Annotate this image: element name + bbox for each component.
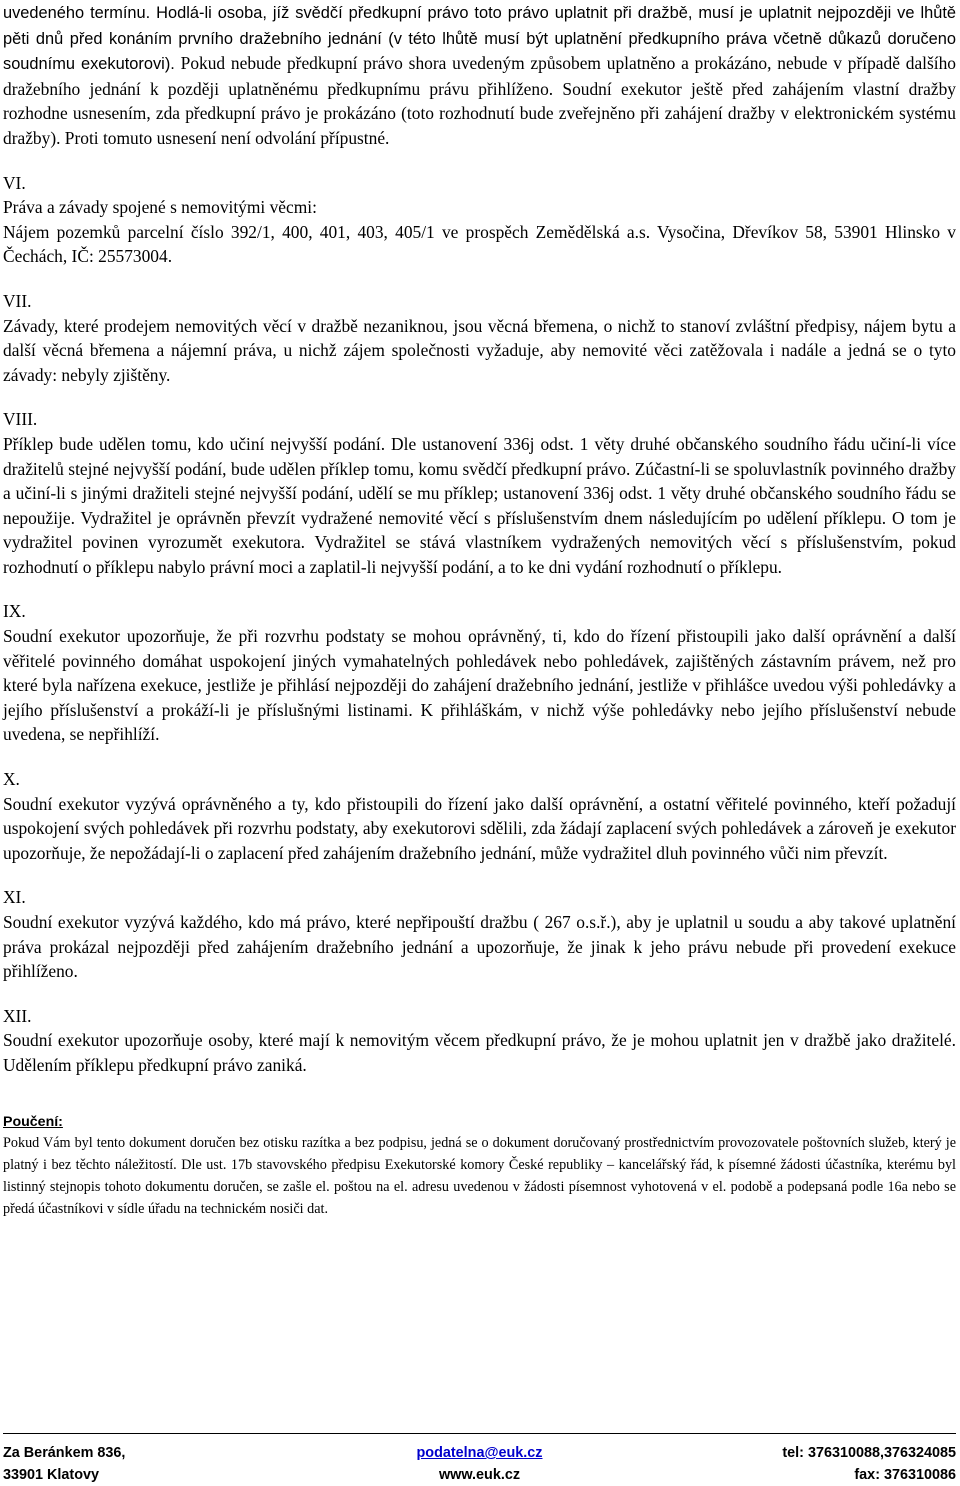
section-vi-title: Práva a závady spojené s nemovitými věcmi: [3, 197, 317, 218]
footer-web-link[interactable]: www.euk.cz [438, 1467, 521, 1483]
paragraph-predkupni-pravo [3, 0, 956, 151]
footer-address-street: Za Beránkem 836, [3, 1445, 126, 1461]
section-ix-text: Soudní exekutor upozorňuje, že při rozvrhu podstaty se mohou oprávněný, ti, kdo do řízení přistoupili jako další oprávnění a další věřitelé povinného domáhat uspokojení jiných vymahatelných pohledávek nebo pohledávek, zajištěných zástavním právem, než pro které byla nařízena exekuce, jestliže je přihlásí nejpozději do zahájení dražebního jednání, jestliže v přihlášce uvedou výši pohledávky a jejího příslušenství a prokáží-li je příslušnými listinami. K přihláškám, v nichž výše pohledávky nebo jejího příslušenství nebude uvedena, se nepřihlíží. [3, 626, 956, 745]
footer-email-link[interactable]: podatelna@euk.cz [416, 1445, 543, 1461]
section-vii-number: VII. [3, 290, 32, 311]
pouceni-text: Pokud Vám byl tento dokument doručen bez otisku razítka a bez podpisu, jedná se o dokument doručovaný prostřednictvím provozovatele poštovních služeb, který je platný i bez těchto náležitostí. Dle ust. 17b stavovského předpisu Exekutorské komory České republiky – kancelářský řád, k písemné žádosti účastníka, kterému byl listinný stejnopis tohoto dokumentu doručen, se zašle el. poštou na el. adresu uvedenou v žádosti písemnost vyhotovená v el. podobě a podepsaná podle 16a nebo se předá účastníkovi v sídle úřadu na technickém nosiči dat. [3, 1134, 956, 1218]
section-x-number: X. [3, 769, 20, 790]
paragraph-part-b: Pokud nebude předkupní právo shora uvedeným způsobem uplatněno a prokázáno, nebude v případě dalšího dražebního jednání k později uplatněnému předkupnímu právu přihlíženo. Soudní exekutor ještě před zahájením vlastní dražby rozhodne usnesením, zda předkupní právo je prokázáno (toto rozhodnutí bude zveřejněno při zahájení dražby v elektronickém systému dražby). Proti tomuto usnesení není odvolání přípustné. [3, 53, 956, 148]
section-ix-number: IX. [3, 601, 26, 622]
footer-fax: fax: 376310086 [854, 1467, 957, 1483]
section-viii-number: VIII. [3, 409, 38, 430]
section-vi-number: VI. [3, 172, 26, 193]
footer-phone: tel: 376310088,376324085 [782, 1445, 957, 1461]
section-xii-number: XII. [3, 1005, 32, 1026]
page-footer [3, 1433, 956, 1486]
section-xi-number: XI. [3, 887, 26, 908]
section-xii-text: Soudní exekutor upozorňuje osoby, které mají k nemovitým věcem předkupní právo, že je mohou uplatnit jen v dražbě jako dražitelé. Udělením příklepu předkupní právo zaniká. [3, 1030, 956, 1075]
section-x-text: Soudní exekutor vyzývá oprávněného a ty, kdo přistoupili do řízení jako další oprávnění, a ostatní věřitelé povinného, kteří požadují uspokojení svých pohledávek při rozvrhu podstaty, aby exekutorovi sdělili, zda žádají zaplacení svých pohledávek a zároveň je exekutor upozorňuje, že nepožádají-li o zaplacení před zahájením dražebního jednání, může vydražitel dluh povinného vůči nim převzít. [3, 793, 956, 863]
section-xi-text: Soudní exekutor vyzývá každého, kdo má právo, které nepřipouští dražbu ( 267 o.s.ř.), aby je uplatnil u soudu a aby takové uplatnění práva prokázal nejpozději před zahájením dražebního jednání a upozorňuje, že jinak k jeho právu nebude při provedení exekuce přihlíženo. [3, 912, 956, 982]
section-vii-text: Závady, které prodejem nemovitých věcí v dražbě nezaniknou, jsou věcná břemena, o nichž to stanoví zvláštní předpisy, nájem bytu a další věcná břemena a nájemní práva, u nichž zájem společnosti vyžaduje, aby nemovité věci zatěžovala i nadále a jedná se o tyto závady: nebyly zjištěny. [3, 315, 956, 385]
section-viii-text: Příklep bude udělen tomu, kdo učiní nejvyšší podání. Dle ustanovení 336j odst. 1 věty druhé občanského soudního řádu učiní-li více dražitelů stejné nejvyšší podání, bude udělen příklep tomu, komu svědčí předkupní právo. Zúčastní-li se spoluvlastník povinného dražby a učiní-li s jinými dražiteli stejné nejvyšší podání, udělí se mu příklep; ustanovení 336j odst. 1 věty druhé občanského soudního řádu se nepoužije. Vydražitel je oprávněn převzít vydražené nemovité věcí s příslušenstvím dnem následujícím po udělení příklepu. O tom je vydražitel povinen vyrozumět exekutora. Vydražitel se stává vlastníkem vydražených nemovitých věcí s příslušenstvím, pokud rozhodnutí o příklepu nabylo právní moci a zaplatil-li nejvyšší podání, a to ke dni vydání rozhodnutí o příklepu. [3, 433, 956, 577]
footer-address-city: 33901 Klatovy [3, 1467, 99, 1483]
paragraph-part-a: uvedeného termínu. Hodlá-li osoba, jíž svědčí předkupní právo toto právo uplatnit při dražbě, musí je uplatnit nejpozději ve lhůtě pěti dnů před konáním prvního dražebního jednání (v této lhůtě musí být uplatnění předkupního práva včetně důkazů doručeno soudnímu exekutorovi). [3, 4, 956, 74]
section-vi-text: Nájem pozemků parcelní číslo 392/1, 400, 401, 403, 405/1 ve prospěch Zemědělská a.s. Vysočina, Dřevíkov 58, 53901 Hlinsko v Čechách, IČ: 25573004. [3, 221, 956, 267]
document-page [3, 0, 956, 1220]
pouceni-heading: Poučení: [3, 1113, 63, 1130]
